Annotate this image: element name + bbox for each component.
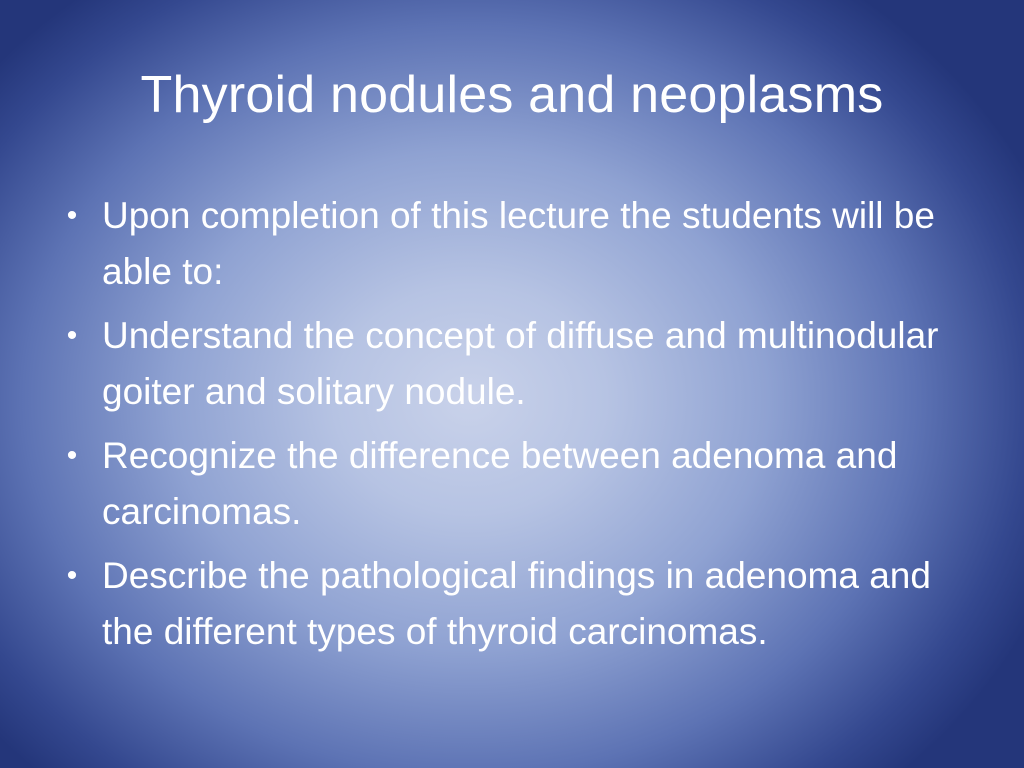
slide-title: Thyroid nodules and neoplasms [140, 66, 884, 124]
bullet-item [60, 308, 980, 420]
bullet-text: Describe the pathological findings in adenoma and the different types of thyroid carcinomas. [102, 555, 931, 652]
bullet-dot-icon: • [66, 559, 78, 592]
bullet-text: Understand the concept of diffuse and multinodular goiter and solitary nodule. [102, 315, 939, 412]
bullet-text: Recognize the difference between adenoma and carcinomas. [102, 435, 898, 532]
bullet-dot-icon: • [66, 199, 78, 232]
bullet-item [60, 548, 980, 660]
bullet-dot-icon: • [66, 439, 78, 472]
bullet-item [60, 428, 980, 540]
bullet-text: Upon completion of this lecture the students will be able to: [102, 195, 935, 292]
bullet-dot-icon: • [66, 319, 78, 352]
bullet-list [60, 188, 980, 668]
bullet-item [60, 188, 980, 300]
